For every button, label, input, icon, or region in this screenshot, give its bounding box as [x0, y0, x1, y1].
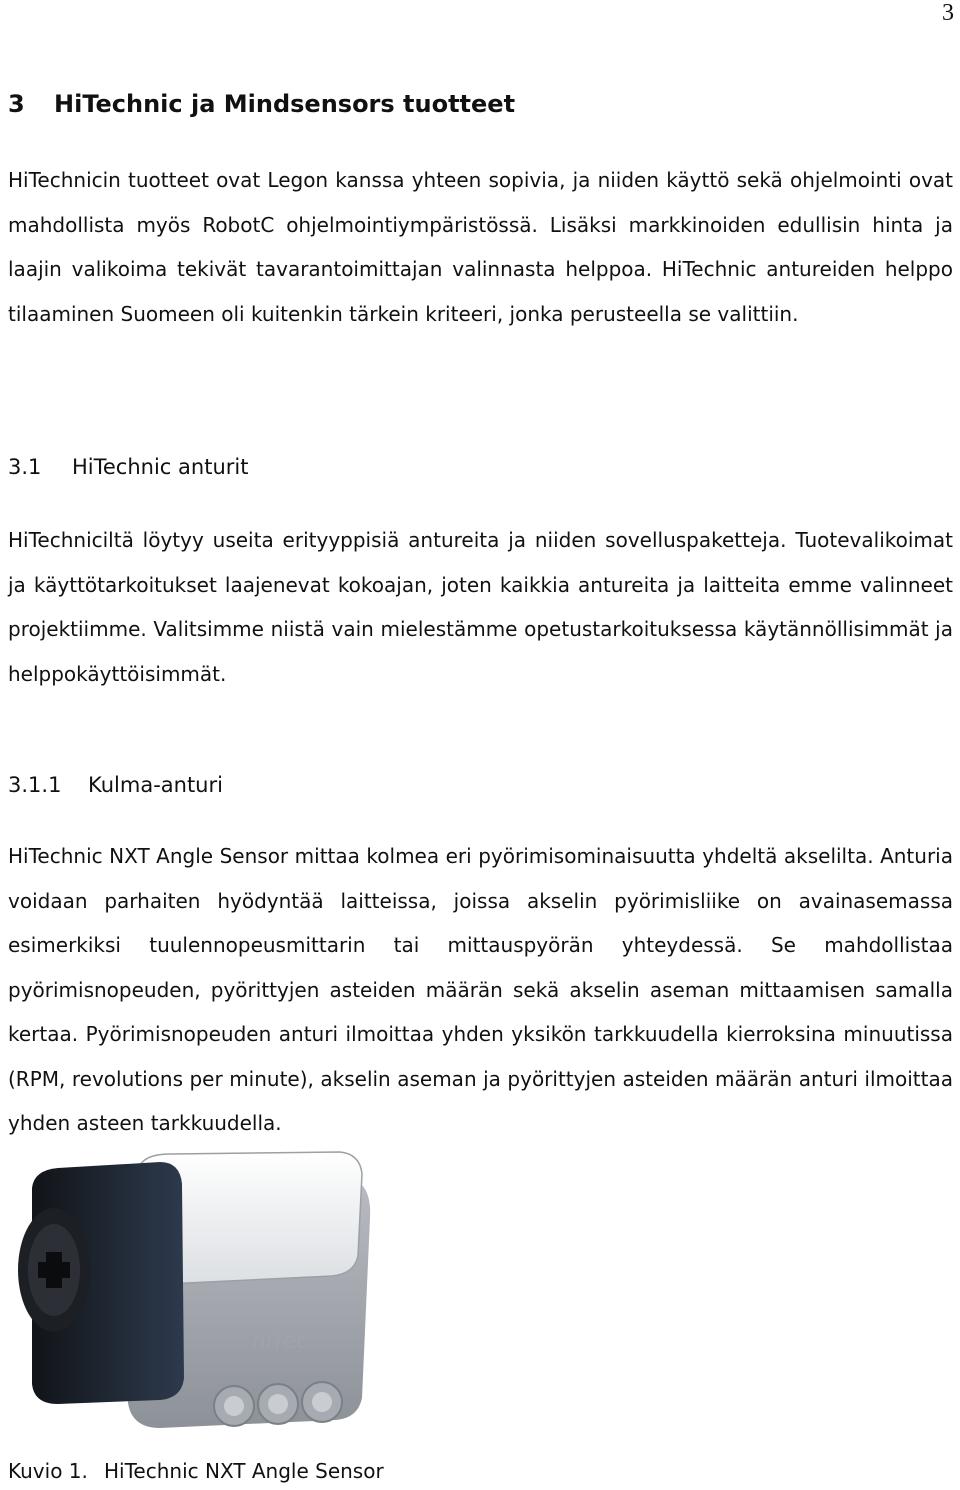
section-3-1-title: [8, 455, 248, 479]
logo-text: hiTec: [251, 1329, 309, 1354]
angle-sensor-icon: [10, 1148, 382, 1468]
page-number: 3: [942, 0, 954, 26]
section-3-1-1-title-text: Kulma-anturi: [88, 773, 223, 797]
figure-caption: [8, 1459, 384, 1483]
section-3-1-1-number: 3.1.1: [8, 773, 62, 797]
chapter-number: 3: [8, 90, 25, 118]
anturit-paragraph: HiTechniciltä löytyy useita erityyppisiä antureita ja niiden sovelluspaketteja. Tuotevalikoimat ja käyttötarkoitukset laajenevat kokoajan, joten kaikkia antureita ja laitteita emme valinneet projektiimme. Valitsimme niistä vain mielestämme opetustarkoituksessa käytännöllisimmät ja helppokäyttöisimmät.: [8, 528, 953, 686]
kulma-paragraph: HiTechnic NXT Angle Sensor mittaa kolmea eri pyörimisominaisuutta yhdeltä akselilta. Anturia voidaan parhaiten hyödyntää laitteissa, joissa akselin pyörimisliike on avainasemassa esimerkiksi tuulennopeusmittarin tai mittauspyörän yhteydessä. Se mahdollistaa pyörimisnopeuden, pyörittyjen asteiden määrän sekä akselin aseman mittaamisen samalla kertaa. Pyörimisnopeuden anturi ilmoittaa yhden yksikön tarkkuudella kierroksina minuutissa (RPM, revolutions per minute), akselin aseman ja pyörittyjen asteiden määrän anturi ilmoittaa yhden asteen tarkkuudella.: [8, 844, 953, 1135]
section-3-1-title-text: HiTechnic anturit: [72, 455, 249, 479]
angle-sensor-photo: [10, 1148, 382, 1468]
section-3-1-1-title: [8, 773, 223, 797]
section-3-1-number: 3.1: [8, 455, 42, 479]
figure-caption-label: Kuvio 1.: [8, 1459, 88, 1483]
chapter-title: [8, 90, 515, 118]
figure-caption-text: HiTechnic NXT Angle Sensor: [104, 1459, 384, 1483]
intro-paragraph: HiTechnicin tuotteet ovat Legon kanssa yhteen sopivia, ja niiden käyttö sekä ohjelmointi ovat mahdollista myös RobotC ohjelmointiympäristössä. Lisäksi markkinoiden edullisin hinta ja laajin valikoima tekivät tavarantoimittajan valinnasta helppoa. HiTechnic antureiden helppo tilaaminen Suomeen oli kuitenkin tärkein kriteeri, jonka perusteella se valittiin.: [8, 168, 953, 326]
chapter-title-text: HiTechnic ja Mindsensors tuotteet: [54, 90, 516, 118]
